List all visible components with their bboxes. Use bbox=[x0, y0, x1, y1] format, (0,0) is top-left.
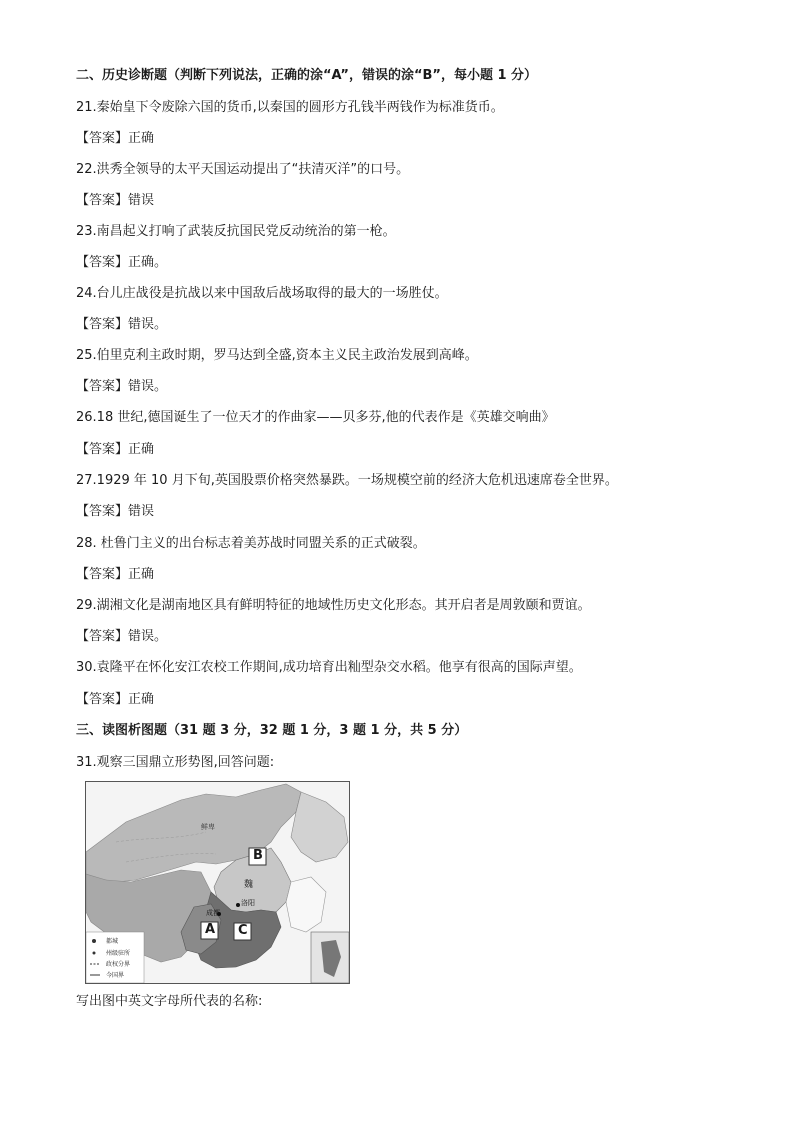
question-29: 29.湖湘文化是湖南地区具有鲜明特征的地域性历史文化形态。其开启者是周敦颐和贾谊。 bbox=[76, 598, 591, 613]
map-legend-state-seat: 州级驻所 bbox=[106, 950, 131, 957]
answer-24: 【答案】错误。 bbox=[76, 317, 168, 332]
answer-30: 【答案】正确 bbox=[76, 692, 155, 707]
map-label-a: A bbox=[205, 922, 216, 937]
question-21: 21.秦始皇下令废除六国的货币,以秦国的圆形方孔钱半两钱作为标准货币。 bbox=[76, 100, 504, 115]
answer-23: 【答案】正确。 bbox=[76, 255, 168, 270]
map-label-wei: 魏 bbox=[244, 880, 254, 890]
question-27: 27.1929 年 10 月下旬,英国股票价格突然暴跌。一场规模空前的经济大危机迅速席卷全世界。 bbox=[76, 473, 618, 488]
answer-29: 【答案】错误。 bbox=[76, 629, 168, 644]
question-26: 26.18 世纪,德国诞生了一位天才的作曲家——贝多芬,他的代表作是《英雄交响曲》 bbox=[76, 410, 555, 425]
answer-21: 【答案】正确 bbox=[76, 131, 155, 146]
question-28: 28. 杜鲁门主义的出台标志着美苏战时同盟关系的正式破裂。 bbox=[76, 536, 426, 551]
map-question-prompt: 写出图中英文字母所代表的名称: bbox=[76, 994, 263, 1009]
question-25: 25.伯里克利主政时期，罗马达到全盛,资本主义民主政治发展到高峰。 bbox=[76, 348, 478, 363]
three-kingdoms-map bbox=[85, 781, 350, 984]
question-23: 23.南昌起义打响了武装反抗国民党反动统治的第一枪。 bbox=[76, 224, 396, 239]
section-3-heading: 三、读图析图题（31 题 3 分，32 题 1 分，3 题 1 分，共 5 分） bbox=[76, 723, 468, 738]
section-2-heading: 二、历史诊断题（判断下列说法，正确的涂“A”，错误的涂“B”，每小题 1 分） bbox=[76, 68, 538, 83]
answer-28: 【答案】正确 bbox=[76, 567, 155, 582]
map-label-xianbei: 鲜卑 bbox=[201, 823, 215, 831]
map-label-chengdu: 成都 bbox=[206, 909, 220, 917]
map-label-b: B bbox=[253, 848, 263, 863]
map-legend-capital: 都城 bbox=[106, 938, 119, 945]
answer-22: 【答案】错误 bbox=[76, 193, 155, 208]
map-label-luoyang: 洛阳 bbox=[241, 899, 255, 907]
answer-26: 【答案】正确 bbox=[76, 442, 155, 457]
question-30: 30.袁隆平在怀化安江农校工作期间,成功培育出籼型杂交水稻。他享有很高的国际声望。 bbox=[76, 660, 582, 675]
question-22: 22.洪秀全领导的太平天国运动提出了“扶清灭洋”的口号。 bbox=[76, 162, 410, 177]
map-legend-modern-border: 今国界 bbox=[106, 972, 125, 979]
map-label-c: C bbox=[238, 923, 248, 938]
map-legend-boundary: 政权分界 bbox=[106, 961, 131, 968]
question-24: 24.台儿庄战役是抗战以来中国敌后战场取得的最大的一场胜仗。 bbox=[76, 286, 448, 301]
answer-27: 【答案】错误 bbox=[76, 504, 155, 519]
question-31: 31.观察三国鼎立形势图,回答问题: bbox=[76, 755, 275, 770]
answer-25: 【答案】错误。 bbox=[76, 379, 168, 394]
